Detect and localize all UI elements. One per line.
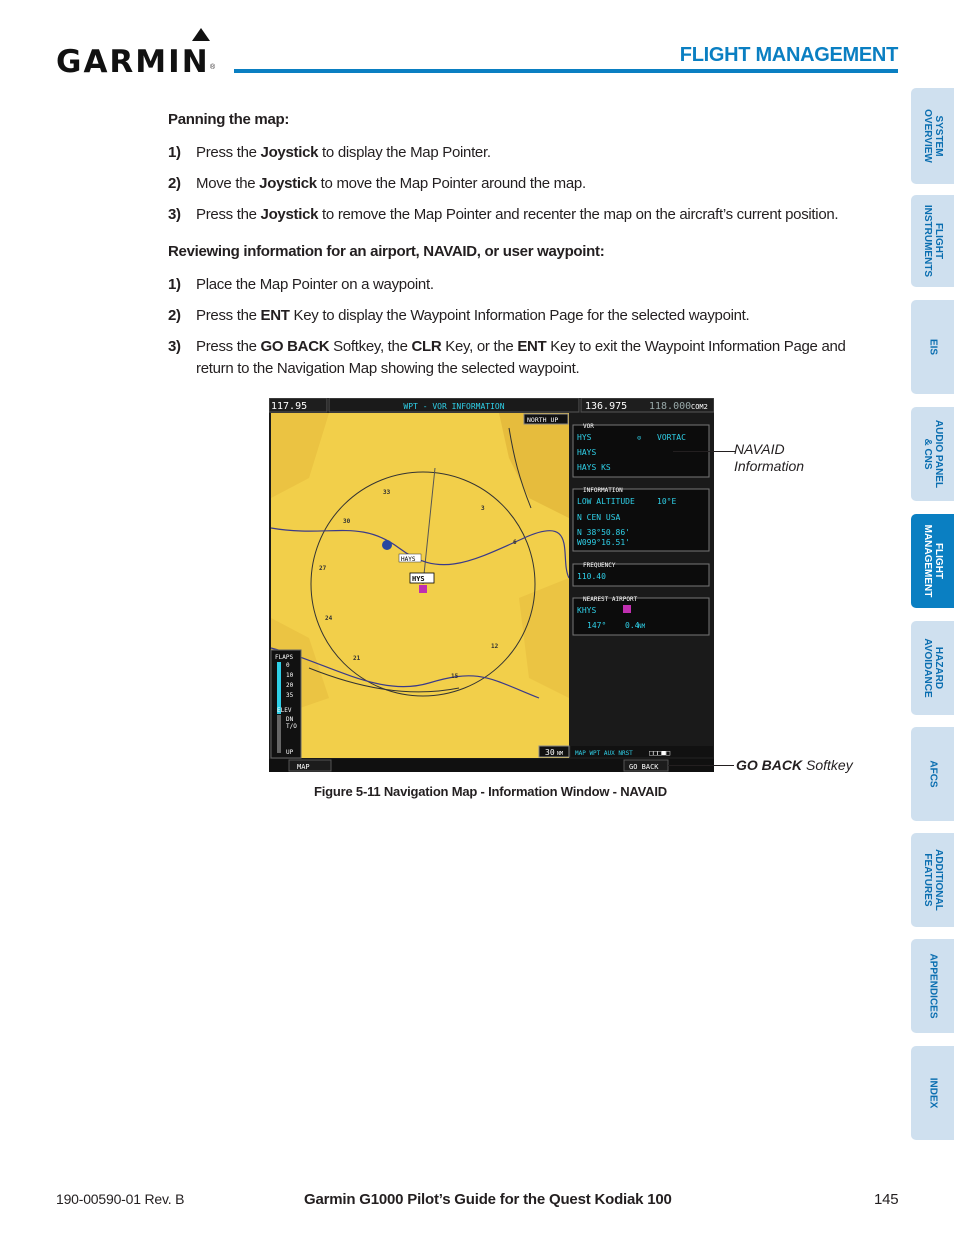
doc-number: 190-00590-01 Rev. B (56, 1191, 185, 1207)
step-number: 1) (168, 276, 181, 293)
com-standby: 118.000 (649, 401, 692, 412)
compass-24: 24 (325, 615, 333, 622)
info-lon: W099°16.51' (577, 538, 630, 547)
navaid-leader-line (673, 451, 735, 452)
step-number: 2) (168, 175, 181, 192)
tab-hazard-avoidance[interactable] (911, 621, 954, 715)
step-text: Press the (196, 144, 261, 161)
com-active: 136.975 (585, 401, 628, 412)
info-magvar: 10°E (657, 497, 677, 506)
nav-frequency: 117.95 (271, 401, 308, 412)
compass-33: 33 (383, 489, 391, 496)
info-region: N CEN USA (577, 513, 621, 522)
frequency-label: FREQUENCY (583, 562, 616, 569)
page-indicator-icon: □□□■□ (649, 749, 671, 757)
tab-appendices[interactable] (911, 939, 954, 1033)
flaps-10: 10 (286, 672, 294, 679)
compass-12: 12 (491, 643, 499, 650)
elev-label: ELEV (277, 707, 292, 714)
tab-label: FLIGHT MANAGEMENT (921, 524, 944, 598)
vor-city: HAYS KS (577, 463, 611, 472)
elev-dn: DN (286, 716, 294, 723)
frequency-value: 110.40 (577, 572, 606, 581)
compass-3: 3 (481, 505, 485, 512)
nearest-ident: KHYS (577, 606, 597, 615)
page-group-status: MAP WPT AUX NRST (575, 750, 633, 757)
flaps-20: 20 (286, 682, 294, 689)
tab-label: AUDIO PANEL & CNS (921, 419, 944, 489)
map-range-unit: NM (557, 751, 564, 757)
page-title: WPT - VOR INFORMATION (403, 402, 505, 411)
key-name: Joystick (260, 206, 319, 223)
step-number: 3) (168, 206, 181, 223)
step-text: to display the Map Pointer. (318, 144, 491, 161)
step-number: 2) (168, 307, 181, 324)
nearest-distance: 0.4 (625, 621, 640, 630)
key-name: GO BACK (260, 338, 330, 355)
step-text: Key to display the Waypoint Information Page for the selected waypoint. (289, 307, 750, 324)
step-text: Press the (196, 307, 261, 324)
compass-6: 6 (513, 539, 517, 546)
callout-information: Information (734, 458, 805, 474)
vor-ident: HYS (577, 433, 592, 442)
vor-name: HAYS (577, 448, 597, 457)
tab-label: FLIGHT INSTRUMENTS (921, 204, 944, 278)
tab-audio-panel-cns[interactable] (911, 407, 954, 501)
goback-leader-line (668, 765, 734, 766)
compass-21: 21 (353, 655, 361, 662)
info-lat: N 38°50.86' (577, 528, 630, 537)
garmin-logo (56, 28, 226, 80)
registered-mark: ® (210, 64, 216, 71)
step-text: Key, or the (441, 338, 518, 355)
nearest-bearing: 147° (587, 621, 607, 630)
footer-title: Garmin G1000 Pilot’s Guide for the Quest Kodiak 100 (304, 1191, 672, 1208)
map-label-hays: HAYS (401, 556, 416, 563)
tab-label: ADDITIONAL FEATURES (921, 849, 944, 911)
step-number: 1) (168, 144, 181, 161)
elev-up: UP (286, 749, 294, 756)
panning-heading: Panning the map: (168, 111, 290, 128)
key-name: ENT (517, 338, 547, 355)
map-pointer-icon (419, 585, 427, 593)
flaps-0: 0 (286, 662, 290, 669)
map-range: 30 (545, 748, 555, 757)
step-text: Key to exit the Waypoint Information Page and return to the Navigation Map showing the selected waypoint. (196, 338, 846, 377)
logo-triangle-icon (192, 28, 210, 41)
orientation-label[interactable]: NORTH UP (527, 416, 559, 424)
nearest-airport-label: NEAREST AIRPORT (583, 596, 638, 603)
flaps-label: FLAPS (275, 654, 294, 661)
tab-label: AFCS (927, 760, 938, 788)
info-label: INFORMATION (583, 487, 623, 494)
com-label: COM2 (691, 403, 708, 411)
key-name: ENT (260, 307, 290, 324)
page-number: 145 (874, 1191, 899, 1208)
callout-go-back-rest: Softkey (802, 757, 853, 773)
tab-label: INDEX (927, 1077, 938, 1109)
step-text: Place the Map Pointer on a waypoint. (196, 276, 434, 293)
map-label-hys: HYS (412, 575, 425, 583)
step-text: to remove the Map Pointer and recenter the map on the aircraft’s current position. (318, 206, 839, 223)
tab-additional-features[interactable] (911, 833, 954, 927)
step-text: Press the (196, 206, 261, 223)
step-text: Press the (196, 338, 261, 355)
vor-type: VORTAC (657, 433, 686, 442)
step-text: to move the Map Pointer around the map. (316, 175, 586, 192)
step-number: 3) (168, 338, 181, 355)
tab-label: SYSTEM OVERVIEW (921, 109, 944, 163)
flaps-35: 35 (286, 692, 294, 699)
tab-label: HAZARD AVOIDANCE (921, 638, 944, 698)
tab-afcs[interactable] (911, 727, 954, 821)
softkey-go-back[interactable]: GO BACK (629, 763, 659, 771)
vor-symbol-icon: ⊙ (637, 434, 642, 442)
tab-index[interactable] (911, 1046, 954, 1140)
nearest-unit: NM (638, 623, 646, 630)
callout-go-back-key: GO BACK (736, 757, 803, 773)
mfd-screenshot (269, 398, 714, 772)
figure-caption: Figure 5-11 Navigation Map - Information Window - NAVAID (314, 784, 667, 799)
compass-27: 27 (319, 565, 327, 572)
tab-system-overview[interactable] (911, 88, 954, 184)
header-rule (234, 69, 898, 73)
key-name: Joystick (259, 175, 317, 192)
tab-label: EIS (927, 338, 938, 356)
section-title: FLIGHT MANAGEMENT (679, 44, 898, 66)
vor-label: VOR (583, 423, 594, 430)
step-text: Softkey, the (329, 338, 412, 355)
brand-name: GARMIN (56, 44, 210, 80)
callout-go-back (736, 757, 853, 773)
elev-to: T/O (286, 723, 297, 730)
compass-30: 30 (343, 518, 351, 525)
reviewing-heading: Reviewing information for an airport, NAVAID, or user waypoint: (168, 243, 605, 260)
key-name: Joystick (260, 144, 319, 161)
tab-flight-management[interactable] (911, 514, 954, 608)
key-name: CLR (411, 338, 442, 355)
airport-icon (623, 605, 631, 613)
info-class: LOW ALTITUDE (577, 497, 635, 506)
softkey-map[interactable]: MAP (297, 763, 310, 771)
callout-navaid: NAVAID (734, 441, 785, 457)
compass-15: 15 (451, 673, 459, 680)
step-text: Move the (196, 175, 260, 192)
tab-flight-instruments[interactable] (911, 195, 954, 287)
tab-eis[interactable] (911, 300, 954, 394)
tab-label: APPENDICES (927, 953, 938, 1019)
